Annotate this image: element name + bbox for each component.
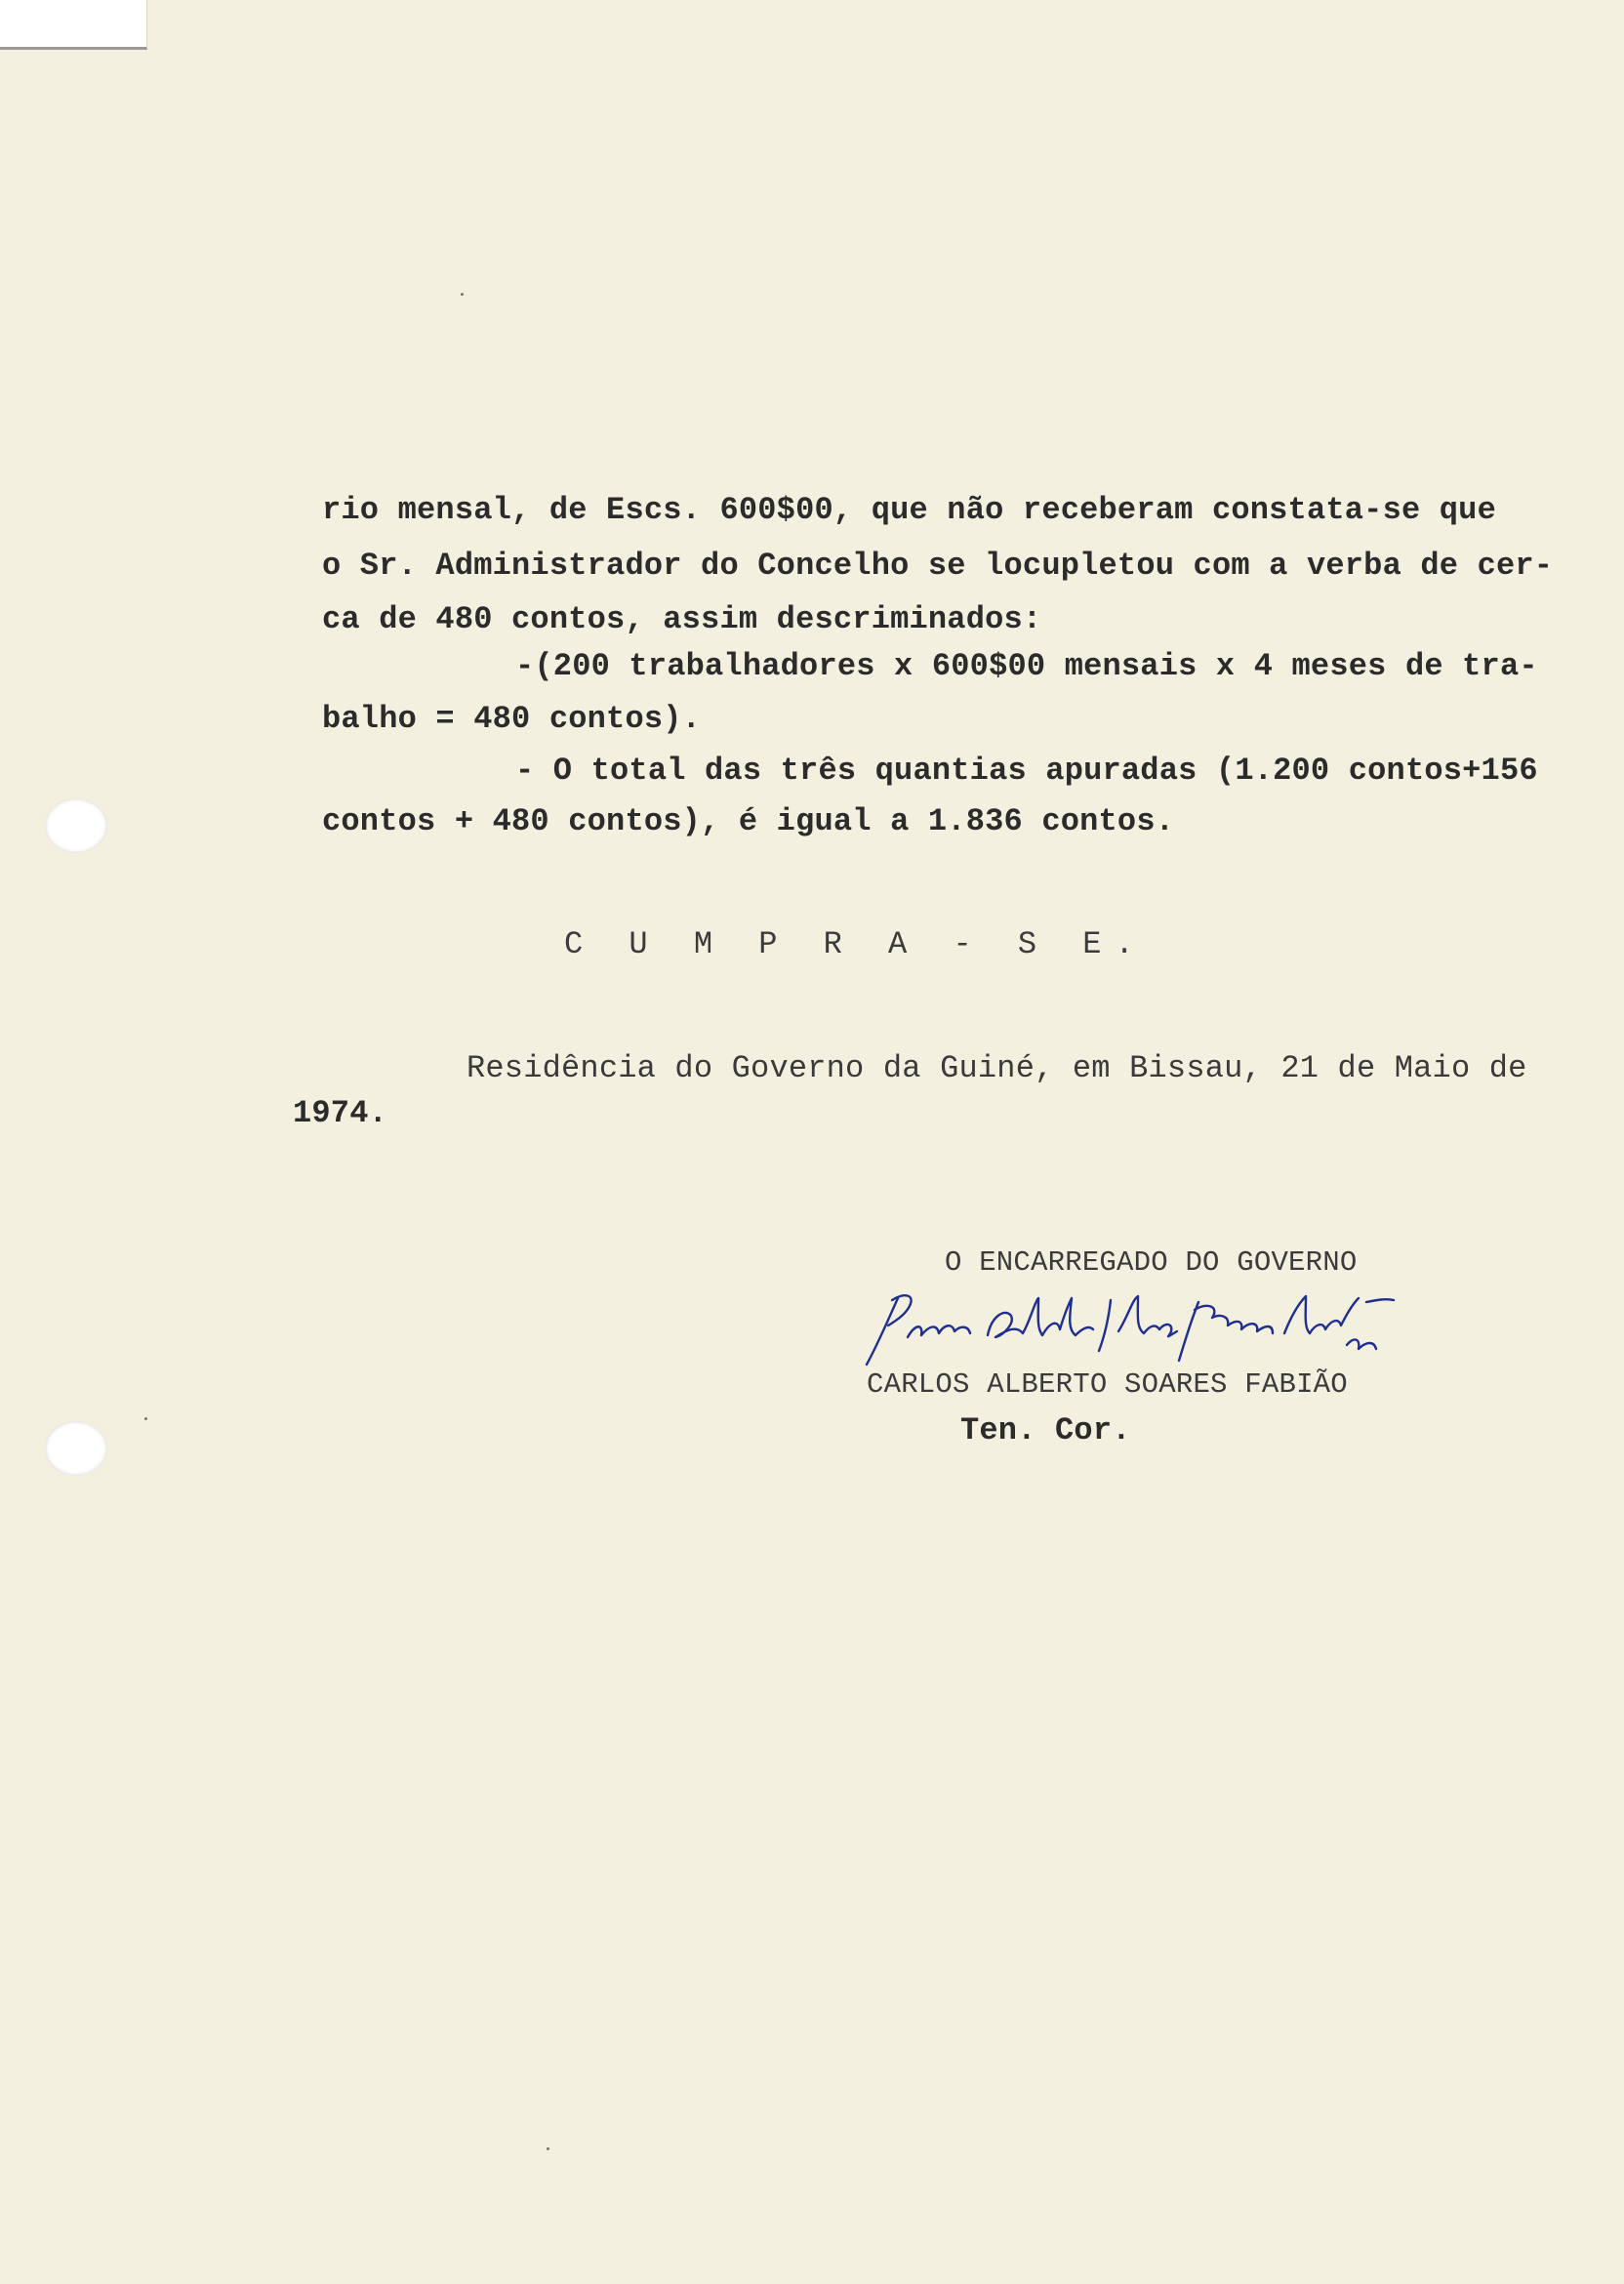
order-heading: C U M P R A - S E. [564, 926, 1148, 962]
signatory-name: CARLOS ALBERTO SOARES FABIÃO [867, 1368, 1348, 1401]
paragraph-line: balho = 480 contos). [322, 701, 702, 737]
paragraph-line: -(200 trabalhadores x 600$00 mensais x 4 meses de tra- [515, 648, 1538, 684]
paragraph-line: o Sr. Administrador do Concelho se locupletou com a verba de cer- [322, 548, 1554, 584]
signatory-title: O ENCARREGADO DO GOVERNO [945, 1246, 1358, 1279]
handwritten-signature [859, 1281, 1405, 1370]
paper-tab [0, 0, 147, 50]
paper-speck [144, 1417, 147, 1420]
punch-hole [45, 798, 107, 853]
punch-hole [45, 1421, 107, 1476]
paper-speck [547, 2147, 549, 2150]
place-date-year: 1974. [293, 1095, 388, 1131]
signatory-rank: Ten. Cor. [960, 1412, 1131, 1448]
paragraph-line: ca de 480 contos, assim descriminados: [322, 601, 1042, 637]
place-date-line: Residência do Governo da Guiné, em Bissau, 21 de Maio de [467, 1050, 1527, 1086]
paragraph-line: rio mensal, de Escs. 600$00, que não receberam constata-se que [322, 492, 1496, 528]
paragraph-line: contos + 480 contos), é igual a 1.836 contos. [322, 803, 1175, 839]
paper-speck [461, 293, 464, 296]
paragraph-line: - O total das três quantias apuradas (1.200 contos+156 [515, 753, 1538, 789]
